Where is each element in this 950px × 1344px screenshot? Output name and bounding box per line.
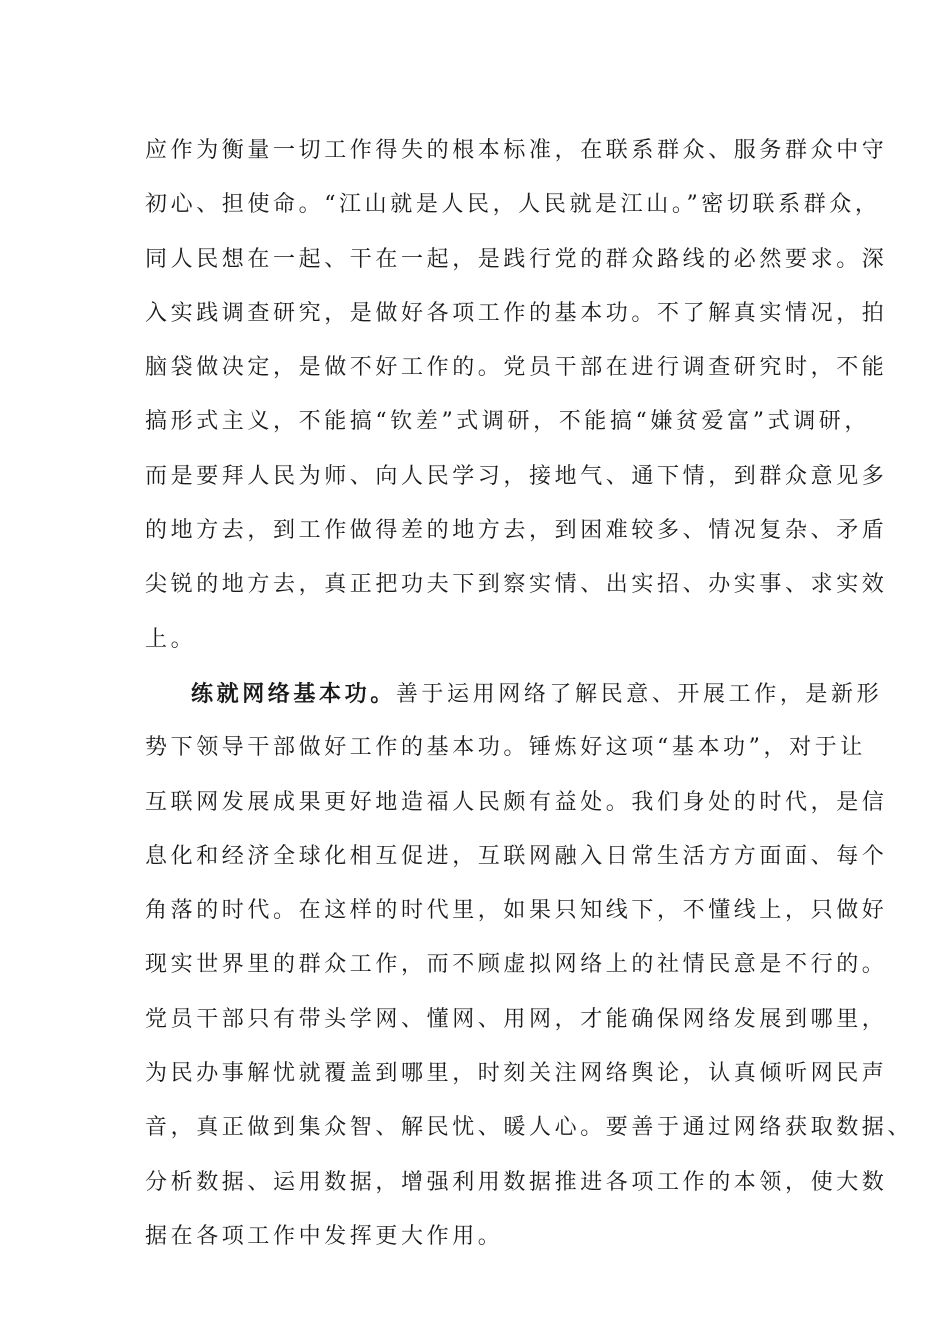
- text-line: 初心、担使命。“江山就是人民，人民就是江山。”密切联系群众，: [145, 192, 881, 218]
- text-line: 应作为衡量一切工作得失的根本标准，在联系群众、服务群众中守: [145, 138, 888, 163]
- text-line: 上。: [145, 626, 197, 652]
- document-body: [145, 124, 914, 1264]
- paragraph-first-line: [145, 667, 883, 721]
- text-line: 脑袋做决定，是做不好工作的。党员干部在进行调查研究时，不能: [145, 355, 888, 381]
- paragraph-heading: 练就网络基本功。: [191, 680, 396, 707]
- paragraph-2: [145, 667, 914, 1264]
- text-line: 角落的时代。在这样的时代里，如果只知线下，不懂线上，只做好: [145, 898, 888, 924]
- text-line: 为民办事解忧就覆盖到哪里，时刻关注网络舆论，认真倾听网民声: [145, 1061, 888, 1087]
- text-line: 息化和经济全球化相互促进，互联网融入日常生活方方面面、每个: [145, 843, 888, 869]
- text-line: 入实践调查研究，是做好各项工作的基本功。不了解真实情况，拍: [145, 300, 888, 326]
- text-line: 而是要拜人民为师、向人民学习，接地气、通下情，到群众意见多: [145, 463, 888, 489]
- text-line: 的地方去，到工作做得差的地方去，到困难较多、情况复杂、矛盾: [145, 518, 888, 544]
- text-line: 音，真正做到集众智、解民忧、暖人心。要善于通过网络获取数据、: [145, 1115, 914, 1141]
- text-line: 势下领导干部做好工作的基本功。锤炼好这项“基本功”，对于让: [145, 735, 866, 761]
- text-line: 据在各项工作中发挥更大作用。: [145, 1223, 504, 1249]
- text-line: 现实世界里的群众工作，而不顾虚拟网络上的社情民意是不行的。: [145, 952, 888, 978]
- text-line: 尖锐的地方去，真正把功夫下到察实情、出实招、办实事、求实效: [145, 572, 888, 598]
- text-line: 搞形式主义，不能搞“钦差”式调研，不能搞“嫌贫爱富”式调研，: [145, 409, 870, 435]
- text-line: 同人民想在一起、干在一起，是践行党的群众路线的必然要求。深: [145, 246, 888, 272]
- text-line: 互联网发展成果更好地造福人民颇有益处。我们身处的时代，是信: [145, 789, 888, 815]
- text-line-rest: 善于运用网络了解民意、开展工作，是新形: [395, 681, 883, 707]
- text-line: 党员干部只有带头学网、懂网、用网，才能确保网络发展到哪里，: [145, 1006, 888, 1032]
- paragraph-1: [145, 124, 888, 667]
- text-line: 分析数据、运用数据，增强利用数据推进各项工作的本领，使大数: [145, 1169, 888, 1195]
